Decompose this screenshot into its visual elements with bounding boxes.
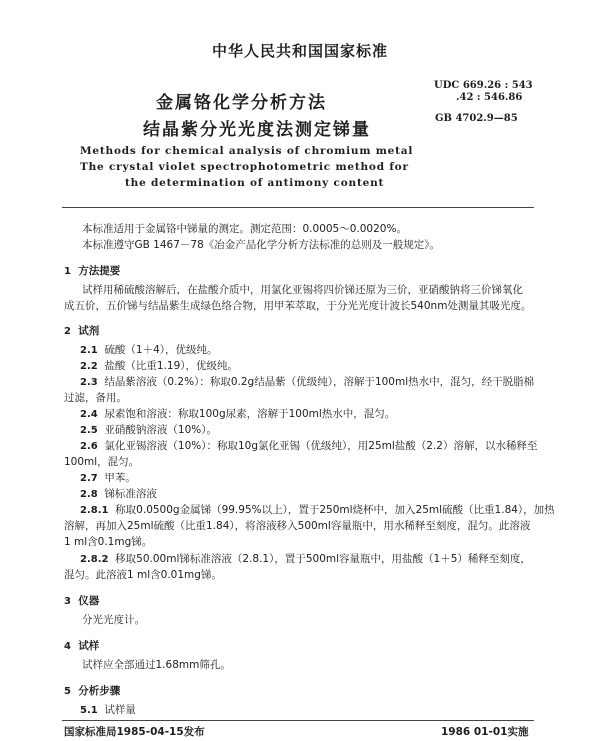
- reagent-number: 2.5: [80, 425, 98, 436]
- section-5-title: 分析步骤: [78, 685, 121, 697]
- section-2-number: 2: [64, 326, 71, 337]
- section-5-number: 5: [64, 686, 71, 697]
- section-5-heading: [64, 684, 120, 699]
- effective-date: 1986 01-01实施: [441, 726, 529, 738]
- section-3-title: 仪器: [78, 595, 100, 607]
- reagent-text: 甲苯。: [104, 472, 136, 484]
- section-1-line-1: 试样用稀硫酸溶解后，在盐酸介质中，用氯化亚锡将四价锑还原为三价，亚硝酸钠将三价锑氧化: [82, 284, 523, 296]
- reagent-number: 2.8.1: [80, 505, 109, 516]
- reagent-text: 移取50.00ml锑标准溶液（2.8.1），置于500ml容量瓶中，用盐酸（1＋5）稀释至刻度，: [115, 553, 531, 565]
- reagent-text: 盐酸（比重1.19），优级纯。: [104, 360, 239, 372]
- reagent-text: 尿素饱和溶液：称取100g尿素，溶解于100ml热水中，混匀。: [104, 408, 396, 420]
- reagent-text: 氯化亚锡溶液（10%）：称取10g氯化亚锡（优级纯），用25ml盐酸（2.2）溶解，以水稀释至: [104, 440, 538, 452]
- reagent-2-6-continuation: 100ml，混匀。: [64, 456, 140, 468]
- reagent-2-8: [80, 487, 157, 502]
- reagent-2-2: [80, 359, 238, 374]
- section-1-title: 方法提要: [78, 265, 121, 277]
- reagent-text: 亚硝酸钠溶液（10%）。: [104, 424, 217, 436]
- standard-org-header: 中华人民共和国国家标准: [211, 42, 388, 60]
- english-title-line-1: Methods for chemical analysis of chromium metal: [80, 145, 414, 157]
- intro-paragraph-1: 本标准适用于金属铬中锑量的测定。测定范围：0.0005～0.0020%。: [82, 223, 407, 235]
- section-4-number: 4: [64, 641, 71, 652]
- reagent-2-5: [80, 423, 217, 438]
- reagent-number: 2.3: [80, 377, 98, 388]
- reagent-number: 2.8: [80, 489, 98, 500]
- reagent-number: 2.4: [80, 409, 98, 420]
- reagent-2-8-1: [80, 503, 555, 518]
- issue-date: 国家标准局1985-04-15发布: [64, 726, 205, 738]
- reagent-2-8-2: [80, 552, 531, 567]
- reagent-text: 锑标准溶液: [104, 488, 157, 500]
- english-title-line-2: The crystal violet spectrophotometric method for: [80, 161, 409, 173]
- section-3-heading: [64, 594, 99, 609]
- reagent-text: 结晶紫溶液（0.2%）：称取0.2g结晶紫（优级纯），溶解于100ml热水中，混匀，经干脱脂棉: [104, 376, 535, 388]
- reagent-2-3-continuation: 过滤，备用。: [64, 392, 127, 404]
- footer-divider: [62, 720, 534, 721]
- title-line-1: 金属铬化学分析方法: [156, 93, 327, 113]
- reagent-number: 2.7: [80, 473, 98, 484]
- reagent-2-8-1-line-3: 1 ml含0.1mg锑。: [64, 536, 153, 548]
- reagent-text: 称取0.0500g金属锑（99.95%以上），置于250ml烧杯中，加入25ml硫酸（比重1.84），加热: [115, 504, 555, 516]
- reagent-2-6: [80, 439, 537, 454]
- step-number: 5.1: [80, 705, 98, 716]
- section-4-title: 试样: [78, 640, 100, 652]
- section-1-line-2: 成五价，五价锑与结晶紫生成绿色络合物，用甲苯萃取，于分光光度计波长540nm处测量其吸光度。: [64, 300, 532, 312]
- english-title-line-3: the determination of antimony content: [125, 177, 385, 189]
- section-2-title: 试剂: [78, 325, 100, 337]
- reagent-2-8-1-line-2: 溶解，再加入25ml硫酸（比重1.84），将溶液移入500ml容量瓶中，用水稀释至刻度，混匀。此溶液: [64, 520, 531, 532]
- intro-paragraph-2: 本标准遵守GB 1467－78《冶金产品化学分析方法标准的总则及一般规定》。: [82, 239, 441, 251]
- section-3-text: 分光光度计。: [82, 614, 145, 626]
- section-4-heading: [64, 639, 99, 654]
- section-3-number: 3: [64, 596, 71, 607]
- reagent-2-4: [80, 407, 395, 422]
- step-text: 试样量: [104, 704, 136, 716]
- reagent-text: 硫酸（1＋4），优级纯。: [104, 344, 218, 356]
- gb-code: GB 4702.9—85: [435, 113, 518, 124]
- section-2-heading: [64, 324, 99, 339]
- reagent-number: 2.2: [80, 361, 98, 372]
- reagent-2-3: [80, 375, 534, 390]
- udc-code-2: .42 : 546.86: [456, 92, 523, 103]
- header-divider: [62, 207, 534, 208]
- title-line-2: 结晶紫分光光度法测定锑量: [143, 120, 371, 140]
- reagent-number: 2.6: [80, 441, 98, 452]
- reagent-2-1: [80, 343, 218, 358]
- section-1-number: 1: [64, 266, 71, 277]
- section-5-1: [80, 703, 136, 718]
- section-1-heading: [64, 264, 120, 279]
- reagent-2-7: [80, 471, 136, 486]
- reagent-2-8-2-line-2: 混匀。此溶液1 ml含0.01mg锑。: [64, 569, 222, 581]
- reagent-number: 2.8.2: [80, 554, 109, 565]
- reagent-number: 2.1: [80, 345, 98, 356]
- udc-code: UDC 669.26 : 543: [434, 80, 533, 91]
- section-4-text: 试样应全部通过1.68mm筛孔。: [82, 659, 231, 671]
